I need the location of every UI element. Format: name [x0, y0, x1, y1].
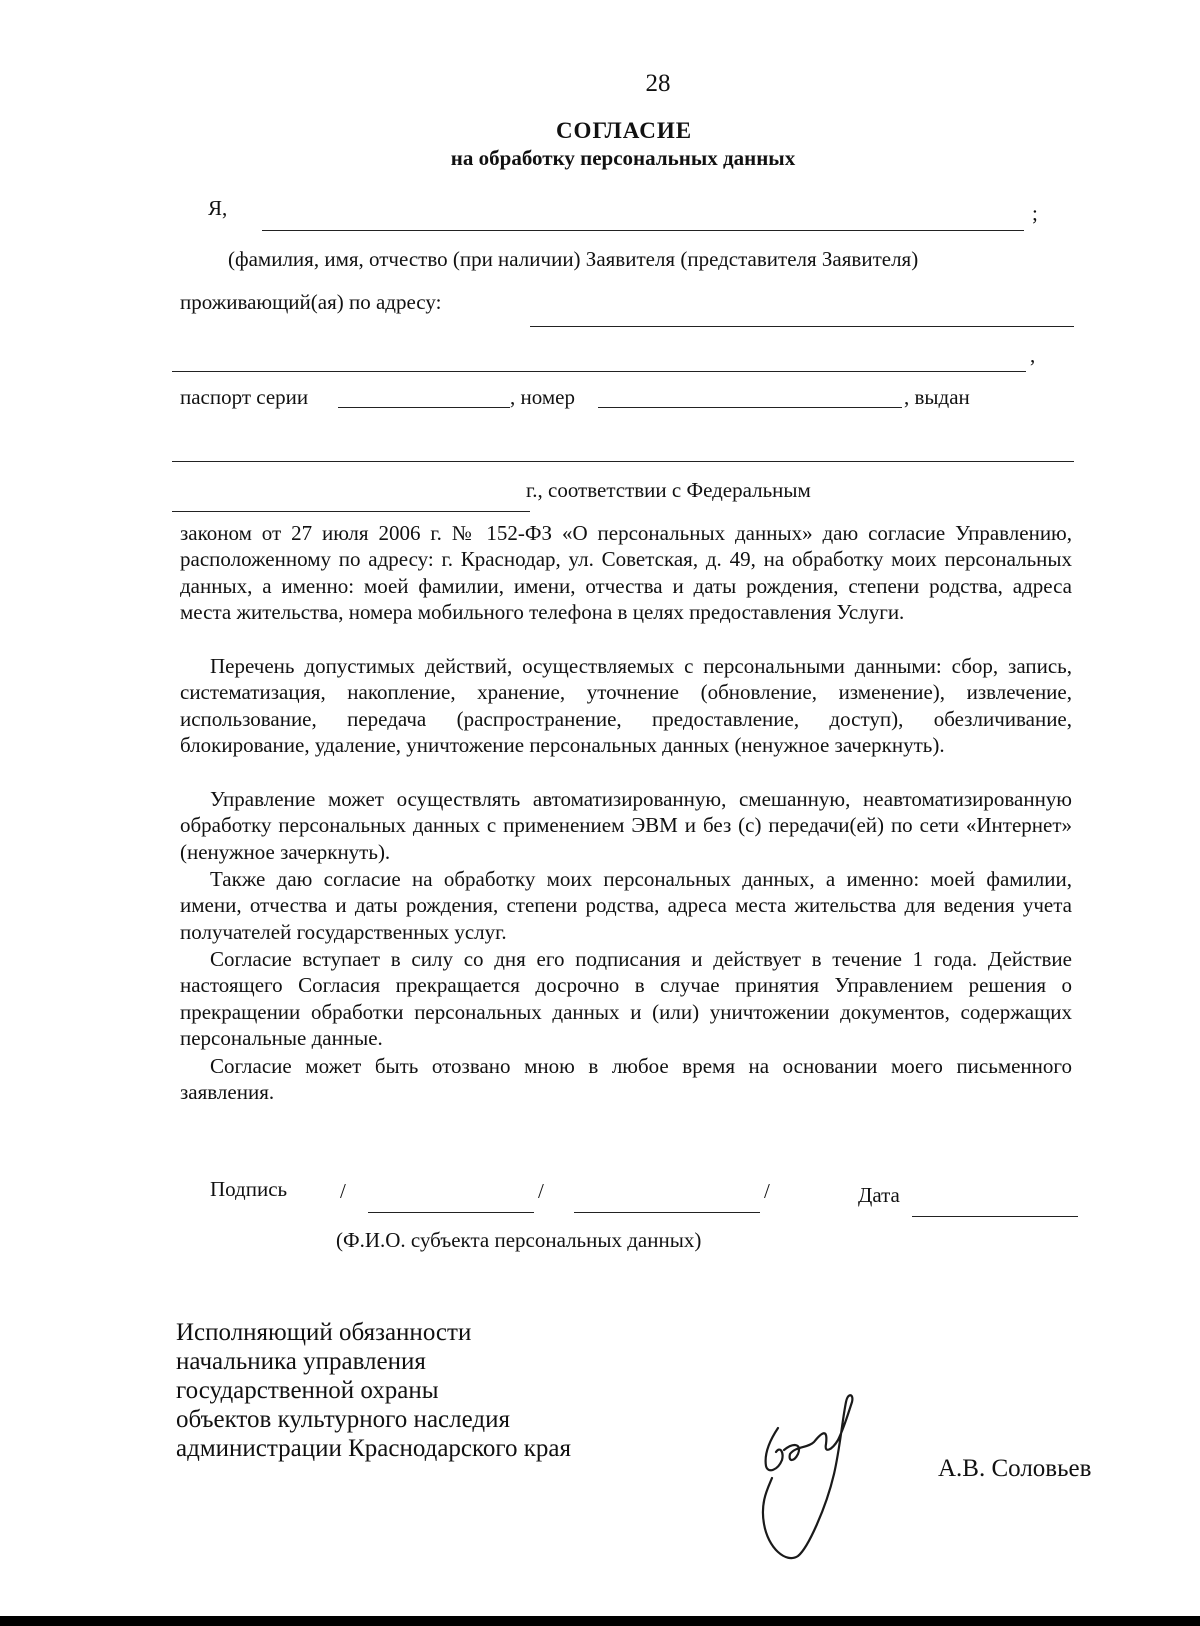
document-subtitle: на обработку персональных данных [450, 146, 796, 170]
signature-field[interactable] [368, 1212, 534, 1213]
official-title-line: начальника управления [176, 1348, 426, 1375]
official-title-line: Исполняющий обязанности [176, 1319, 472, 1346]
paragraph-actions: Перечень допустимых действий, осуществляемых с персональными данными: сбор, запись, систематизация, накопление, хранение, уточнение (обновление, изменение), извлечение, использование, передача (распространение, предоставление, доступ), обезличивание, блокирование, удаление, уничтожение персональных данных (ненужное зачеркнуть). [180, 654, 1072, 758]
paragraph-validity: Согласие вступает в силу со дня его подписания и действует в течение 1 года. Действие настоящего Согласия прекращается досрочно в случае принятия Управлением решения о прекращении обработки персональных данных и (или) уничтожении документов, содержащих персональные данные. [180, 947, 1072, 1051]
page-number: 28 [645, 70, 671, 97]
date-label: Дата [858, 1183, 900, 1207]
issued-label: , выдан [904, 385, 970, 409]
document-title: СОГЛАСИЕ [555, 118, 693, 143]
address-field-line-1[interactable] [530, 326, 1074, 327]
address-field-line-2[interactable] [172, 371, 1026, 372]
passport-series-label: паспорт серии [180, 385, 309, 409]
signature-label: Подпись [210, 1177, 288, 1201]
official-title-line: государственной охраны [176, 1377, 439, 1404]
address-comma: , [1030, 343, 1036, 367]
semicolon: ; [1032, 201, 1038, 225]
handwritten-signature [748, 1388, 878, 1568]
paragraph-processing: Управление может осуществлять автоматизированную, смешанную, неавтоматизированную обработку персональных данных с применением ЭВМ и без (с) передачи(ей) по сети «Интернет» (ненужное зачеркнуть). [180, 787, 1072, 864]
passport-number-label: , номер [510, 385, 575, 409]
issued-by-field-line[interactable] [172, 461, 1074, 462]
official-title-line: администрации Краснодарского края [176, 1435, 572, 1462]
paragraph-consent: законом от 27 июля 2006 г. № 152-ФЗ «О персональных данных» даю согласие Управлению, расположенному по адресу: г. Краснодар, ул. Советская, д. 49, на обработку моих персональных данных, а именно: моей фамилии, имени, отчества и даты рождения, степени родства, адреса места жительства, номера мобильного телефона в целях предоставления Услуги. [180, 521, 1072, 625]
passport-number-field[interactable] [598, 407, 902, 408]
official-name: А.В. Соловьев [938, 1455, 1092, 1482]
year-label: г., соответствии с Федеральным [526, 478, 811, 502]
fio-field[interactable] [574, 1212, 760, 1213]
paragraph-revocation: Согласие может быть отозвано мною в любое время на основании моего письменного заявления. [180, 1054, 1072, 1105]
i-label: Я, [208, 196, 228, 220]
signature-slash-3: / [764, 1179, 770, 1203]
official-title-block [176, 1318, 571, 1463]
scan-edge-bar [0, 1616, 1200, 1626]
issue-date-field-line[interactable] [172, 511, 530, 512]
signature-slash-2: / [538, 1179, 544, 1203]
official-title-line: объектов культурного наследия [176, 1406, 510, 1433]
name-field-caption: (фамилия, имя, отчество (при наличии) Заявителя (представителя Заявителя) [228, 247, 919, 271]
passport-series-field[interactable] [338, 407, 510, 408]
name-field-line[interactable] [262, 230, 1024, 231]
fio-caption: (Ф.И.О. субъекта персональных данных) [336, 1228, 702, 1252]
paragraph-additional-consent: Также даю согласие на обработку моих персональных данных, а именно: моей фамилии, имени, отчества и даты рождения, степени родства, адреса места жительства для ведения учета получателей государственных услуг. [180, 867, 1072, 944]
signature-slash-1: / [340, 1179, 346, 1203]
date-field[interactable] [912, 1216, 1078, 1217]
address-label: проживающий(ая) по адресу: [180, 290, 442, 314]
